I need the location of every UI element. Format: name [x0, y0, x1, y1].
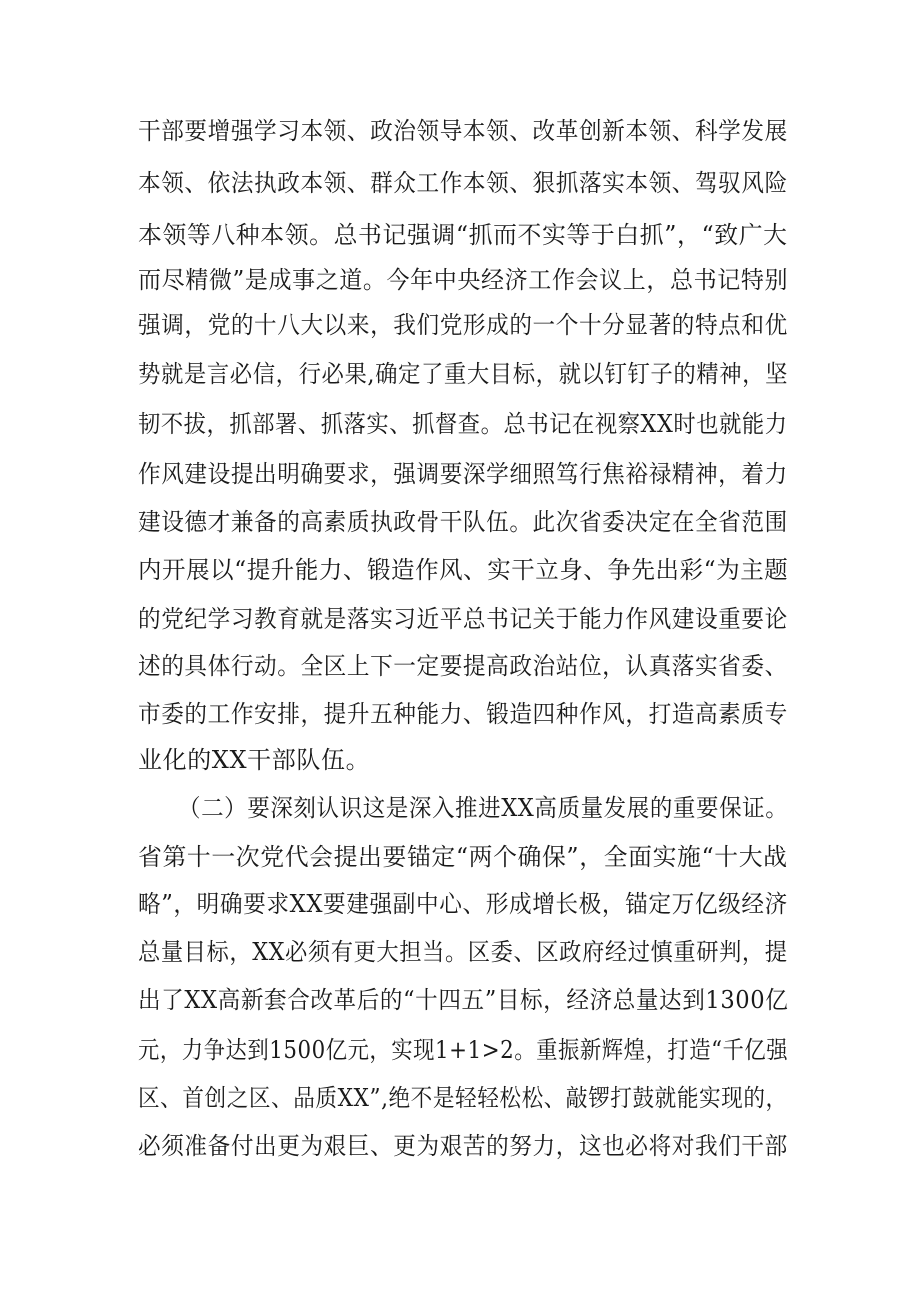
text-line: 略”，明确要求XX要建强副中心、形成增长极，锚定万亿级经济: [138, 890, 788, 918]
text-line: 省第十一次党代会提出要锚定“两个确保”，全面实施“十大战: [138, 843, 788, 871]
text-line: 业化的XX干部队伍。: [138, 746, 371, 774]
text-line: 出了XX高新套合改革后的“十四五”目标，经济总量达到1300亿: [138, 986, 789, 1014]
text-line: 作风建设提出明确要求，强调要深学细照笃行焦裕禄精神，着力: [138, 460, 788, 488]
text-line: 总量目标，XX必须有更大担当。区委、区政府经过慎重研判，提: [138, 938, 788, 966]
text-line: 韧不拔，抓部署、抓落实、抓督查。总书记在视察XX时也就能力: [138, 410, 788, 438]
text-line: 建设德才兼备的高素质执政骨干队伍。此次省委决定在全省范围: [138, 508, 788, 536]
text-line: 而尽精微”是成事之道。今年中央经济工作会议上，总书记特别: [138, 266, 789, 294]
text-line: 区、首创之区、品质XX”,绝不是轻轻松松、敲锣打鼓就能实现的，: [138, 1084, 788, 1112]
text-line: 干部要增强学习本领、政治领导本领、改革创新本领、科学发展: [138, 117, 788, 145]
text-line: 的党纪学习教育就是落实习近平总书记关于能力作风建设重要论: [138, 605, 788, 633]
text-line: 势就是言必信，行必果,确定了重大目标，就以钉钉子的精神，坚: [138, 360, 789, 388]
text-line: 本领等八种本领。总书记强调“抓而不实等于白抓”，“致广大: [138, 221, 788, 249]
text-line: 述的具体行动。全区上下一定要提高政治站位，认真落实省委、: [138, 652, 788, 680]
text-line: 强调，党的十八大以来，我们党形成的一个十分显著的特点和优: [138, 311, 788, 339]
text-line: 必须准备付出更为艰巨、更为艰苦的努力，这也必将对我们干部: [138, 1132, 788, 1160]
text-line: 市委的工作安排，提升五种能力、锻造四种作风，打造高素质专: [138, 700, 788, 728]
text-line: 内开展以“提升能力、锻造作风、实干立身、争先出彩“为主题: [138, 556, 789, 584]
text-line: 本领、依法执政本领、群众工作本领、狠抓落实本领、驾驭风险: [138, 169, 788, 197]
text-line: 元，力争达到1500亿元，实现1+1>2。重振新辉煌，打造“千亿强: [138, 1036, 789, 1064]
section-heading-line: （二）要深刻认识这是深入推进XX高质量发展的重要保证。: [178, 794, 789, 822]
